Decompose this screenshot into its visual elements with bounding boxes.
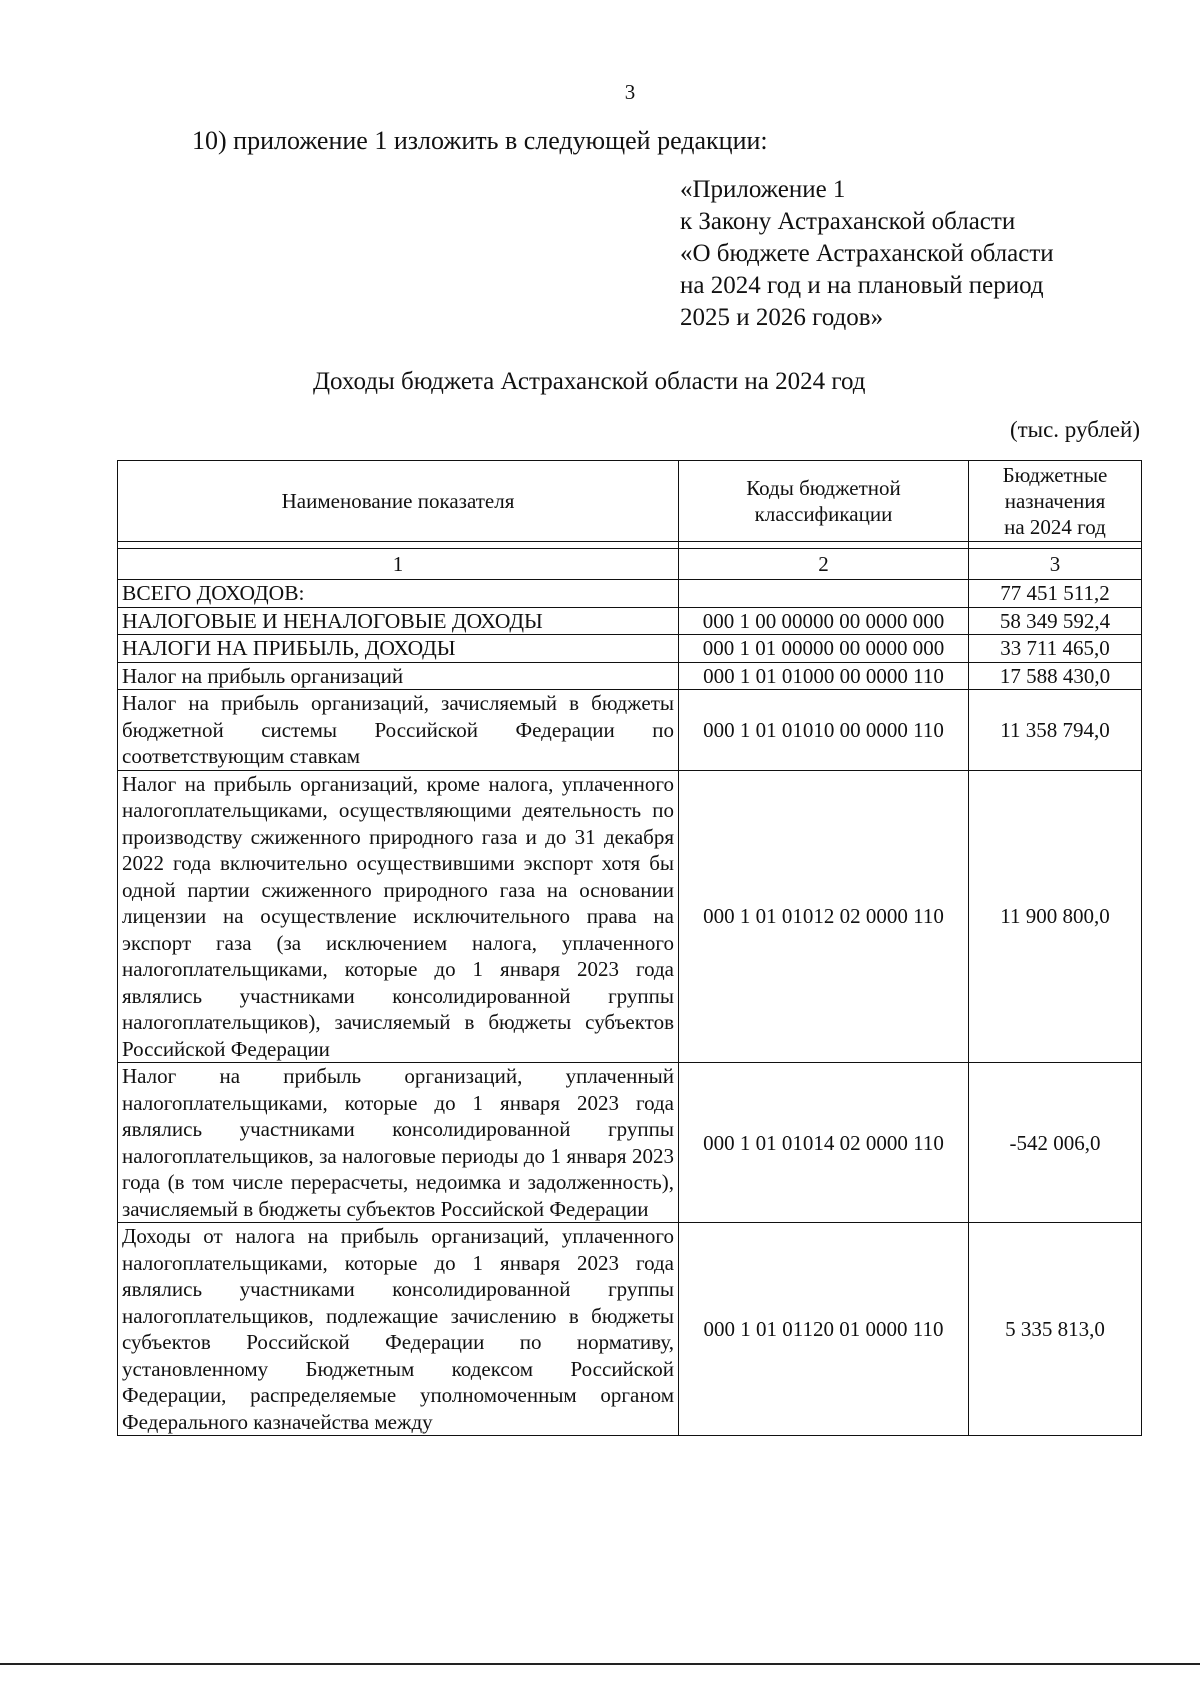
row-code: 000 1 01 01000 00 0000 110 — [679, 662, 969, 690]
row-code: 000 1 01 01010 00 0000 110 — [679, 690, 969, 771]
column-number: 1 — [118, 549, 679, 580]
row-code: 000 1 01 01012 02 0000 110 — [679, 770, 969, 1063]
header-amount-line: Бюджетные — [1002, 463, 1108, 487]
row-name: Налог на прибыль организаций, зачисляемый в бюджеты бюджетной системы Российской Федерации по соответствующим ставкам — [118, 690, 679, 771]
header-code: Коды бюджетной классификации — [679, 461, 969, 542]
annex-line: 2025 и 2026 годов» — [680, 304, 884, 331]
table-row — [118, 1063, 1142, 1223]
row-name: Доходы от налога на прибыль организаций, уплаченного налогоплательщиками, которые до 1 января 2023 года являлись участниками консолидированной группы налогоплательщиков, подлежащие зачислению в бюджеты субъектов Российской Федерации по нормативу, установленному Бюджетным кодексом Российской Федерации, распределяемые уполномоченным органом Федерального казначейства между — [118, 1223, 679, 1436]
page-bottom-divider — [0, 1663, 1200, 1665]
table-row — [118, 662, 1142, 690]
row-code: 000 1 01 01120 01 0000 110 — [679, 1223, 969, 1436]
row-name: ВСЕГО ДОХОДОВ: — [118, 580, 679, 608]
header-amount-line: на 2024 год — [1004, 515, 1106, 539]
table-row — [118, 607, 1142, 635]
header-amount-line: назначения — [1004, 489, 1106, 513]
column-number: 2 — [679, 549, 969, 580]
row-amount: 58 349 592,4 — [969, 607, 1142, 635]
table-row — [118, 770, 1142, 1063]
row-amount: 17 588 430,0 — [969, 662, 1142, 690]
annex-line: к Закону Астраханской области — [680, 208, 1016, 235]
table-row — [118, 635, 1142, 663]
page-number: 3 — [624, 80, 636, 104]
annex-line: на 2024 год и на плановый период — [680, 272, 1044, 299]
row-code: 000 1 01 01014 02 0000 110 — [679, 1063, 969, 1223]
row-code: 000 1 00 00000 00 0000 000 — [679, 607, 969, 635]
row-name: НАЛОГОВЫЕ И НЕНАЛОГОВЫЕ ДОХОДЫ — [118, 607, 679, 635]
row-amount: -542 006,0 — [969, 1063, 1142, 1223]
column-number-row — [118, 549, 1142, 580]
row-name: НАЛОГИ НА ПРИБЫЛЬ, ДОХОДЫ — [118, 635, 679, 663]
row-amount: 11 358 794,0 — [969, 690, 1142, 771]
row-amount: 11 900 800,0 — [969, 770, 1142, 1063]
row-code: 000 1 01 00000 00 0000 000 — [679, 635, 969, 663]
row-name: Налог на прибыль организаций — [118, 662, 679, 690]
intro-text: 10) приложение 1 изложить в следующей редакции: — [192, 126, 768, 155]
row-name: Налог на прибыль организаций, кроме налога, уплаченного налогоплательщиками, осуществляющими деятельность по производству сжиженного природного газа и до 31 декабря 2022 года включительно осуществившими экспорт хотя бы одной партии сжиженного природного газа на основании лицензии на осуществление исключительного права на экспорт газа (за исключением налога, уплаченного налогоплательщиками, которые до 1 января 2023 года являлись участниками консолидированной группы налогоплательщиков), зачисляемый в бюджеты субъектов Российской Федерации — [118, 770, 679, 1063]
row-code — [679, 580, 969, 608]
annex-line: «О бюджете Астраханской области — [680, 240, 1054, 267]
units-label: (тыс. рублей) — [1009, 417, 1140, 442]
header-amount — [969, 461, 1142, 542]
row-amount: 33 711 465,0 — [969, 635, 1142, 663]
row-name: Налог на прибыль организаций, уплаченный налогоплательщиками, которые до 1 января 2023 года являлись участниками консолидированной группы налогоплательщиков, за налоговые периоды до 1 января 2023 года (в том числе перерасчеты, недоимка и задолженность), зачисляемый в бюджеты субъектов Российской Федерации — [118, 1063, 679, 1223]
header-spacer — [118, 542, 1142, 549]
row-amount: 77 451 511,2 — [969, 580, 1142, 608]
table-header-row — [118, 461, 1142, 542]
header-name: Наименование показателя — [118, 461, 679, 542]
column-number: 3 — [969, 549, 1142, 580]
table-row — [118, 580, 1142, 608]
table-row — [118, 690, 1142, 771]
revenue-table — [117, 460, 1142, 1436]
row-amount: 5 335 813,0 — [969, 1223, 1142, 1436]
table-row — [118, 1223, 1142, 1436]
document-title: Доходы бюджета Астраханской области на 2024 год — [313, 368, 866, 395]
annex-line: «Приложение 1 — [680, 176, 846, 203]
annex-header — [680, 174, 1054, 334]
